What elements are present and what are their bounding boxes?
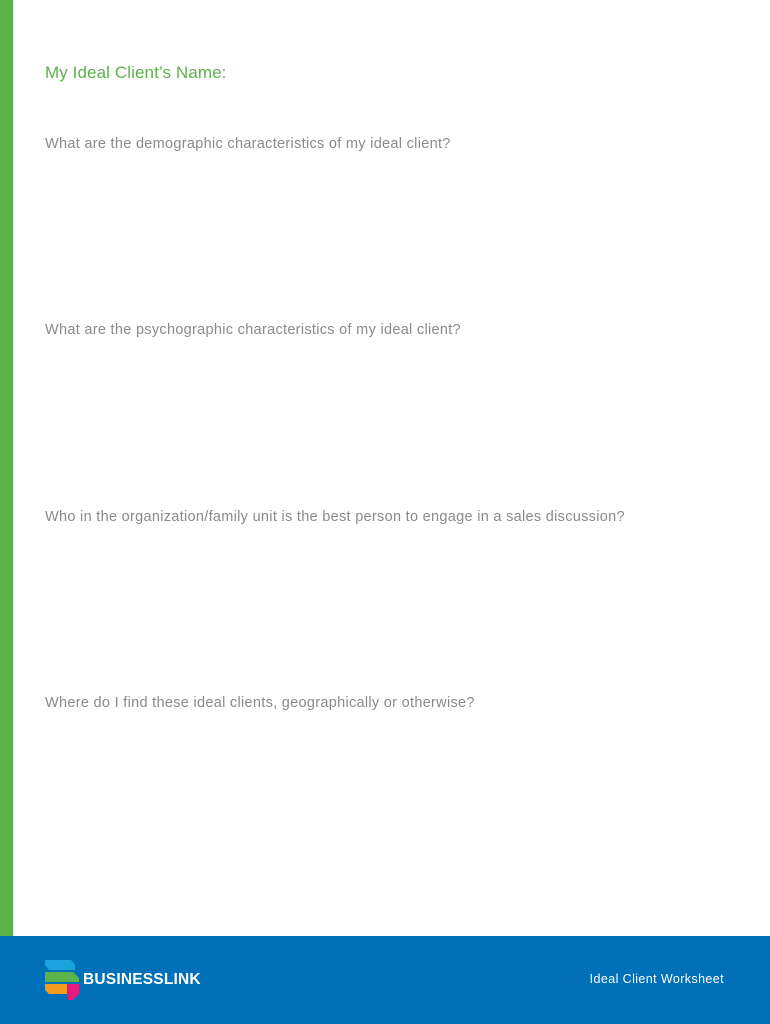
question-psychographic: What are the psychographic characteristics of my ideal client?	[45, 322, 461, 338]
question-location: Where do I find these ideal clients, geographically or otherwise?	[45, 695, 475, 711]
question-demographic: What are the demographic characteristics of my ideal client?	[45, 136, 451, 152]
businesslink-logo	[45, 960, 201, 1000]
businesslink-logo-icon	[45, 960, 79, 1000]
page-footer	[0, 936, 770, 1024]
worksheet-label: Ideal Client Worksheet	[589, 972, 724, 986]
left-accent-bar	[0, 0, 13, 936]
question-decision-maker: Who in the organization/family unit is the best person to engage in a sales discussion?	[45, 509, 625, 525]
page-title: My Ideal Client’s Name:	[45, 63, 227, 82]
brand-name: BUSINESSLINK	[83, 971, 201, 988]
